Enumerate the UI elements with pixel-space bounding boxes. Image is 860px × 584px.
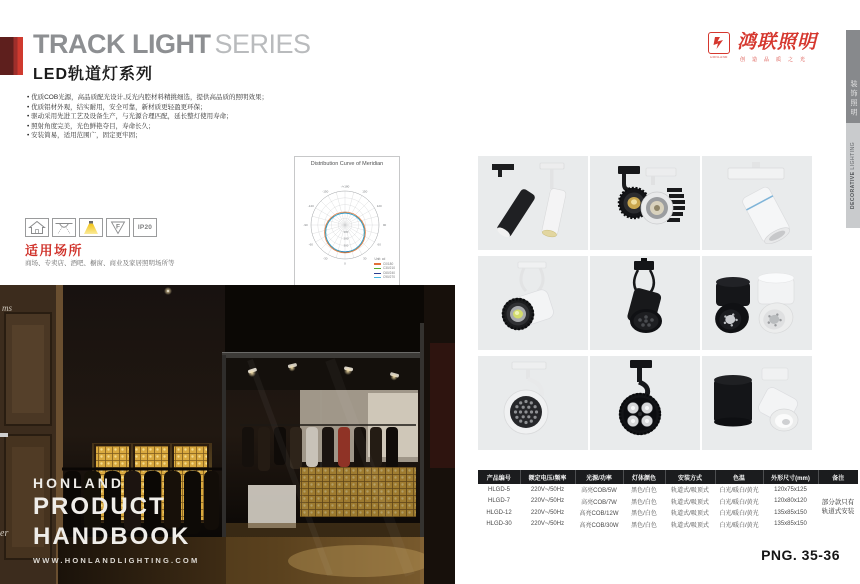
feature-item: • 驱动采用先进工艺及设备生产，与光源合理匹配，延长整灯使用寿命； xyxy=(27,112,297,122)
svg-text:0: 0 xyxy=(344,261,346,266)
feature-item: • 照射角度完美，光色鲜艳夺目，寿命长久； xyxy=(27,122,297,132)
overlay-url: WWW.HONLANDLIGHTING.COM xyxy=(33,556,200,565)
header-accent-mark xyxy=(0,37,23,75)
beam-icon xyxy=(79,218,103,237)
spec-table-head-row xyxy=(478,470,858,484)
overlay-handbook: HANDBOOK xyxy=(33,523,191,550)
side-tab-decorative-cn xyxy=(846,30,860,123)
photo-overlay-text xyxy=(33,475,199,565)
class-f-icon xyxy=(106,218,130,237)
legend-entry: C0/180 xyxy=(374,262,395,267)
product-photo-6 xyxy=(702,256,812,350)
spec-row: HLGD-5 220V~/50Hz 高亮COB/5W 黑色/白色 轨道式/吸顶式 白光/暖白/黄光 120x75x125 部分款只有 轨道式安装 xyxy=(478,484,858,496)
icon-row xyxy=(25,218,157,237)
product-photo-4 xyxy=(478,256,588,350)
spec-col-header: 外形尺寸(mm) xyxy=(763,470,818,484)
side-tab-label-en: DECORATIVE LIGHTING xyxy=(850,141,856,210)
svg-text:90: 90 xyxy=(382,223,387,227)
spec-row: HLGD-12 220V~/50Hz 高亮COB/12W 黑色/白色 轨道式/吸顶式 白光/暖白/黄光 135x85x150 xyxy=(486,509,807,518)
brand-name: 鸿联照明 xyxy=(737,32,818,53)
photo-signage-fragment-2: er xyxy=(0,528,9,539)
spec-col-header: 安装方式 xyxy=(665,470,715,484)
feature-item: • 优质COB光源，高品质配光设计,反光内腔材料精挑细选，提供高品质的照明效果； xyxy=(27,93,297,103)
product-photo-8 xyxy=(590,356,700,450)
side-tab-decorative-en xyxy=(846,123,860,228)
svg-text:400: 400 xyxy=(343,250,349,255)
product-photo-1 xyxy=(478,156,588,250)
brand-logo xyxy=(708,32,817,63)
svg-text:-60: -60 xyxy=(308,242,313,247)
spec-row: HLGD-7 220V~/50Hz 高亮COB/7W 黑色/白色 轨道式/吸顶式 白光/暖白/黄光 120x80x120 xyxy=(487,498,807,506)
photo-signage-fragment-1: ms xyxy=(2,303,13,313)
page-number: PNG. 35-36 xyxy=(761,547,840,563)
feature-list xyxy=(27,93,297,141)
page-subtitle: LED轨道灯系列 xyxy=(33,66,154,83)
svg-text:-120: -120 xyxy=(307,203,314,208)
application-text: 商场、专卖店、酒吧、橱窗、商业及家居照明场所等 xyxy=(25,260,175,267)
svg-text:150: 150 xyxy=(362,189,368,194)
application-title: 适用场所 xyxy=(25,243,84,258)
svg-text:-/+180: -/+180 xyxy=(340,184,350,189)
house-icon xyxy=(25,218,49,237)
storefront-photo xyxy=(0,285,455,584)
distribution-curve-title: Distribution Curve of Meridian xyxy=(310,161,384,167)
spec-col-header: 灯体颜色 xyxy=(623,470,665,484)
product-photo-9 xyxy=(702,356,812,450)
svg-text:-90: -90 xyxy=(303,223,308,227)
feature-item: • 安装简易，适用范围广，固定更牢固； xyxy=(27,131,297,141)
spec-table xyxy=(478,470,858,530)
feature-item: • 优质铝材外观，结实耐用，安全可靠，新材质更轻盈更环保； xyxy=(27,103,297,113)
product-photo-5 xyxy=(590,256,700,350)
svg-text:30: 30 xyxy=(363,256,367,261)
legend-entry: C30/210 xyxy=(374,266,395,271)
svg-text:120: 120 xyxy=(376,203,382,208)
svg-text:300: 300 xyxy=(343,243,349,248)
svg-text:-150: -150 xyxy=(322,189,329,194)
ip-rating-label: IP20 xyxy=(137,224,153,231)
svg-text:60: 60 xyxy=(377,242,381,247)
ip20-badge xyxy=(133,218,157,237)
product-grid xyxy=(478,156,812,450)
f-label: F xyxy=(116,223,120,231)
overlay-brand: HONLAND xyxy=(33,475,124,491)
spec-col-header: 备注 xyxy=(818,470,858,484)
overlay-product: PRODUCT xyxy=(33,493,166,520)
svg-text:-30: -30 xyxy=(323,256,328,261)
title-en-light: SERIES xyxy=(214,29,311,59)
svg-text:200: 200 xyxy=(343,236,349,241)
chart-unit-label: Unit: cd xyxy=(374,257,386,262)
svg-text:100: 100 xyxy=(343,229,349,234)
brand-logo-mark-text: HONLAND xyxy=(710,55,728,59)
legend-entry: C60/240 xyxy=(374,271,395,276)
product-photo-2 xyxy=(590,156,700,250)
brand-tagline: 创造品质之光 xyxy=(740,57,813,63)
chart-legend xyxy=(374,257,395,280)
spec-note: 部分款只有 轨道式安装 xyxy=(821,499,855,515)
distribution-curve-panel xyxy=(294,156,400,288)
product-photo-3 xyxy=(702,156,812,250)
spec-col-header: 光源/功率 xyxy=(575,470,623,484)
legend-entry: C90/270 xyxy=(374,275,395,280)
spec-col-header: 额定电压/频率 xyxy=(520,470,575,484)
product-photo-7 xyxy=(478,356,588,450)
spec-col-header: 色温 xyxy=(715,470,763,484)
title-en-bold: TRACK LIGHT xyxy=(33,29,211,59)
spec-table-body xyxy=(478,484,858,530)
page-title xyxy=(33,31,311,58)
spec-col-header: 产品编号 xyxy=(478,470,520,484)
brand-logo-icon xyxy=(708,32,730,59)
side-tab-label-cn: 装饰照明 xyxy=(850,80,857,118)
downlight-icon xyxy=(52,218,76,237)
spec-row: HLGD-30 220V~/50Hz 高亮COB/30W 黑色/白色 轨道式/吸顶式 白光/暖白/黄光 135x85x150 xyxy=(486,521,807,529)
